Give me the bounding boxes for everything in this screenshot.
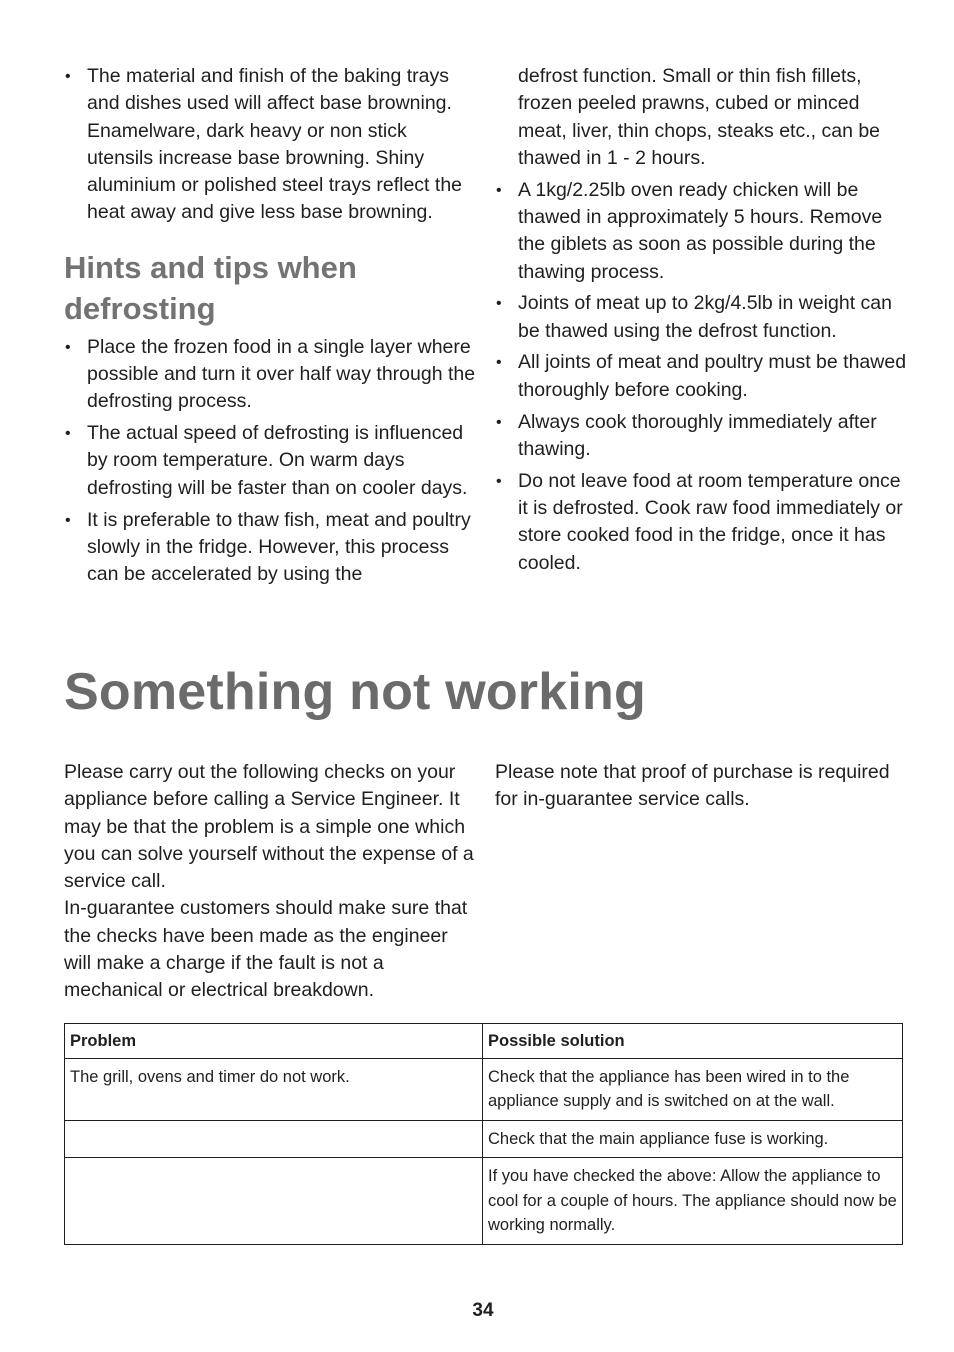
column-header-solution: Possible solution <box>483 1024 903 1059</box>
solution-cell: If you have checked the above: Allow the appliance to cool for a couple of hours. The appliance should now be working normally. <box>483 1158 903 1245</box>
problem-cell: The grill, ovens and timer do not work. <box>65 1058 483 1120</box>
page-number: 34 <box>472 1300 494 1321</box>
list-item: • All joints of meat and poultry must be thawed thoroughly before cooking. <box>495 349 907 404</box>
intro-paragraph-guarantee: In-guarantee customers should make sure that the checks have been made as the engineer will make a charge if the fault is not a mechanical or electrical breakdown. <box>64 897 468 1002</box>
solution-cell: Check that the appliance has been wired in to the appliance supply and is switched on at the wall. <box>483 1058 903 1120</box>
table-row <box>65 1058 903 1120</box>
section-heading: Hints and tips when defrosting <box>64 249 357 326</box>
list-item: • It is preferable to thaw fish, meat and poultry slowly in the fridge. However, this process can be accelerated by using the <box>64 507 476 589</box>
problem-cell <box>65 1120 483 1158</box>
list-item: • Place the frozen food in a single layer where possible and turn it over half way through the defrosting process. <box>64 334 476 416</box>
intro-left <box>64 759 476 1005</box>
column-header-problem: Problem <box>65 1024 483 1059</box>
list-item: • Joints of meat up to 2kg/4.5lb in weight can be thawed using the defrost function. <box>495 290 907 345</box>
list-item: • A 1kg/2.25lb oven ready chicken will be thawed in approximately 5 hours. Remove the giblets as soon as possible during the thawing process. <box>495 177 907 286</box>
problem-cell <box>65 1158 483 1245</box>
intro-paragraph: Please carry out the following checks on your appliance before calling a Service Engineer. It may be that the problem is a simple one which you can solve yourself without the expense of a service call. <box>64 761 474 893</box>
page-title: Something not working <box>64 663 646 721</box>
continued-paragraph: defrost function. Small or thin fish fillets, frozen peeled prawns, cubed or minced meat, liver, thin chops, steaks etc., can be thawed in 1 - 2 hours. <box>518 65 881 169</box>
list-item: • The actual speed of defrosting is influenced by room temperature. On warm days defrosting will be faster than on cooler days. <box>64 420 476 502</box>
list-item: • The material and finish of the baking trays and dishes used will affect base browning. Enamelware, dark heavy or non stick utensils increase base browning. Shiny aluminium or polished steel trays reflect the heat away and give less base browning. <box>64 63 476 227</box>
troubleshooting-table <box>64 1023 903 1245</box>
list-item: • Always cook thoroughly immediately after thawing. <box>495 409 907 464</box>
defrost-tips-list-continued <box>495 177 907 577</box>
defrost-tips-list <box>64 334 476 589</box>
table-row <box>65 1120 903 1158</box>
table-row <box>65 1158 903 1245</box>
solution-cell: Check that the main appliance fuse is working. <box>483 1120 903 1158</box>
right-column <box>495 63 907 581</box>
intro-right <box>495 759 907 814</box>
table-header-row <box>65 1024 903 1059</box>
browning-tips-list <box>64 63 476 227</box>
proof-of-purchase-note: Please note that proof of purchase is required for in-guarantee service calls. <box>495 761 890 811</box>
left-column <box>64 63 476 593</box>
list-item: • Do not leave food at room temperature once it is defrosted. Cook raw food immediately or store cooked food in the fridge, once it has cooled. <box>495 468 907 577</box>
